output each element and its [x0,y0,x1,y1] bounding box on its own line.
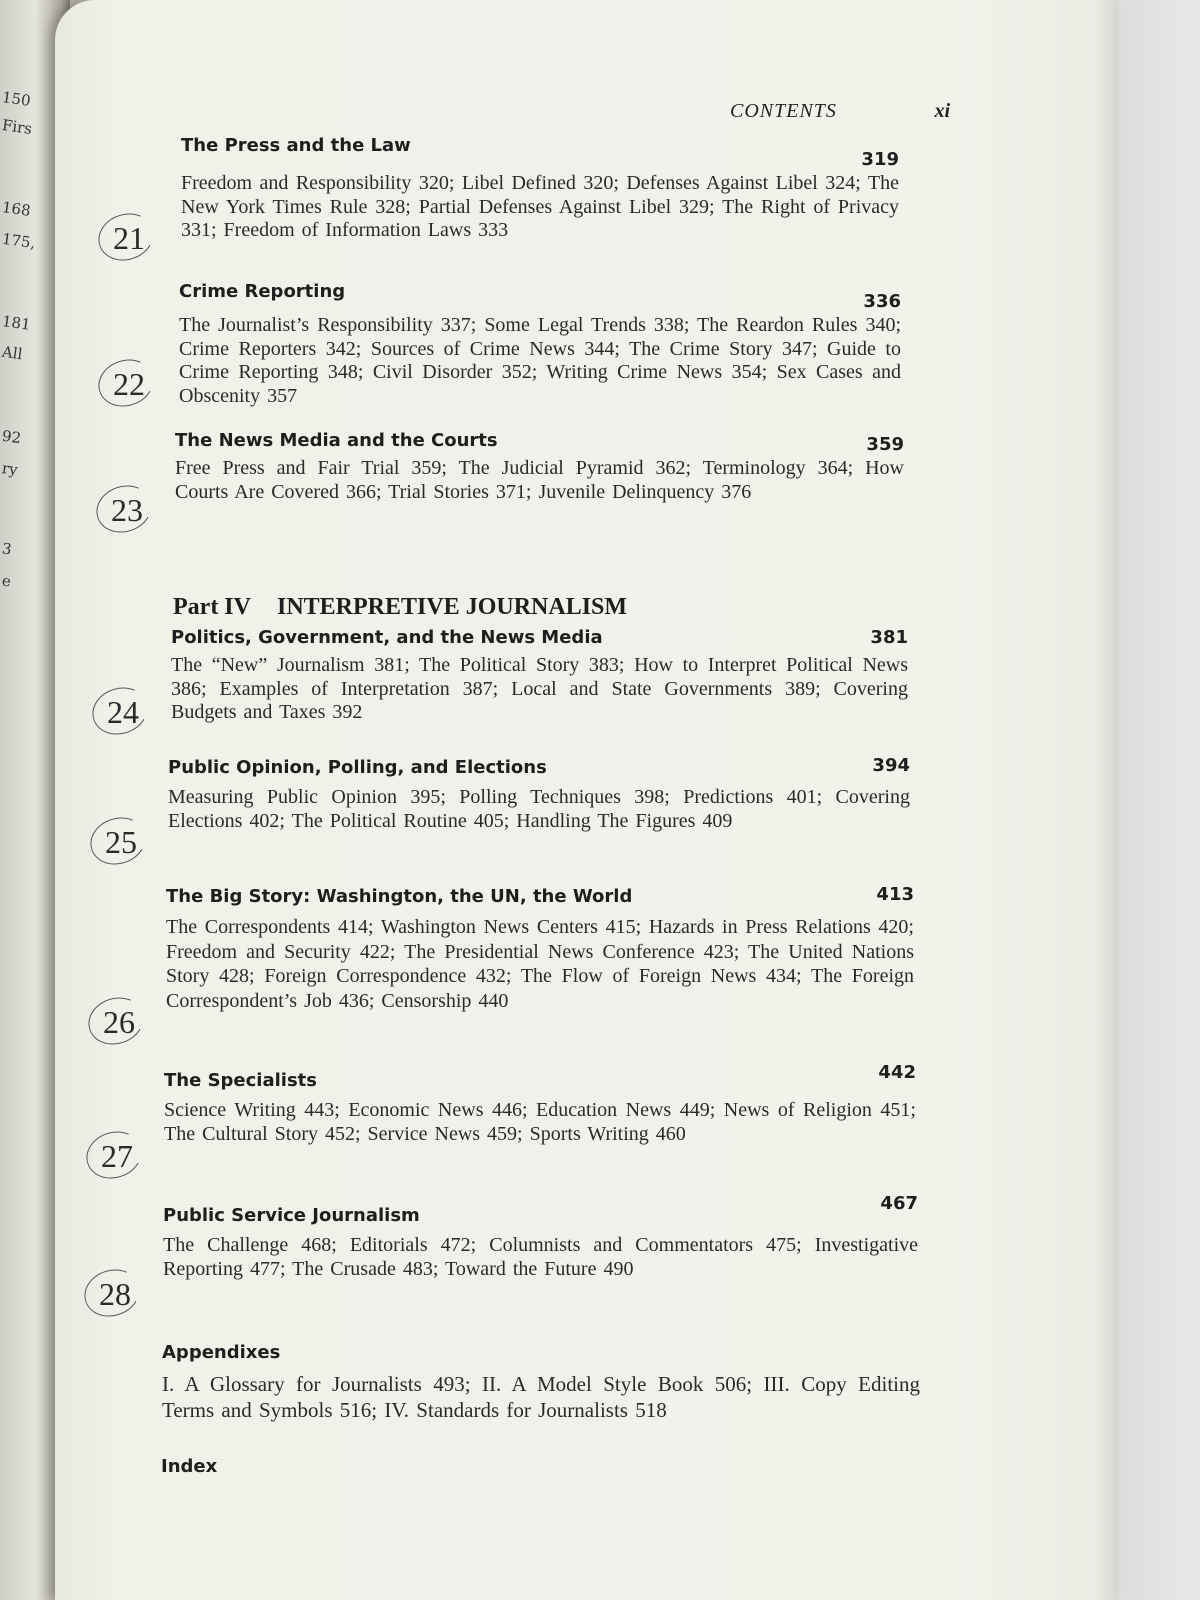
toc-section [164,1062,916,1146]
margin-fragment: 175, [0,229,37,253]
margin-fragment: All [0,342,24,364]
margin-fragment: 3 [0,539,13,559]
chapter-number: 23 [92,482,162,538]
margin-fragment: 92 [0,426,23,448]
section-title: Crime Reporting [179,281,346,302]
margin-fragment: e [0,571,13,591]
margin-fragment: Firs [0,115,34,139]
chapter-number: 22 [94,356,164,412]
section-page-number: 413 [876,884,914,905]
section-topics: I. A Glossary for Journalists 493; II. A Model Style Book 506; III. Copy Editing Terms and Symbols 516; IV. Standards for Journalists 518 [162,1372,920,1422]
chapter-number: 25 [86,814,156,870]
section-title: The Big Story: Washington, the UN, the World [166,886,633,907]
part-label: Part IV [173,594,251,620]
part-title: INTERPRETIVE JOURNALISM [276,594,628,620]
section-page-number: 319 [861,149,899,170]
chapter-number: 24 [88,684,158,740]
toc-section-index [161,1456,461,1477]
section-topics: The Challenge 468; Editorials 472; Columnists and Commentators 475; Investigative Reporting 477; The Crusade 483; Toward the Future 490 [163,1234,918,1280]
toc-section [175,430,904,504]
section-page-number: 467 [880,1193,918,1214]
section-topics: Freedom and Responsibility 320; Libel Defined 320; Defenses Against Libel 324; The New York Times Rule 328; Partial Defenses Against Libel 329; The Right of Privacy 331; Freedom of Information Laws 333 [181,172,899,241]
margin-fragment: 181 [0,312,32,334]
section-title: Appendixes [162,1342,281,1363]
section-title: Index [161,1456,218,1477]
chapter-number: 26 [84,994,154,1050]
margin-fragment: ry [0,458,19,480]
section-title: The Specialists [164,1070,317,1091]
section-topics: Science Writing 443; Economic News 446; Education News 449; News of Religion 451; The Cultural Story 452; Service News 459; Sports Writing 460 [164,1099,916,1145]
toc-section-appendixes [162,1342,920,1423]
section-title: The Press and the Law [181,135,411,156]
section-page-number: 336 [863,291,901,312]
toc-section [181,135,899,243]
header-page-number: xi [934,100,950,122]
toc-section [168,757,910,833]
part-heading [173,594,627,621]
chapter-number: 27 [82,1128,152,1184]
section-topics: The “New” Journalism 381; The Political Story 383; How to Interpret Political News 386; Examples of Interpretation 387; Local and State Governments 389; Covering Budgets and Taxes 392 [171,654,908,723]
section-title: Politics, Government, and the News Media [171,627,603,648]
chapter-number: 21 [94,210,164,266]
margin-fragment: 150 [0,88,32,110]
section-title: The News Media and the Courts [175,430,498,451]
section-topics: The Correspondents 414; Washington News Centers 415; Hazards in Press Relations 420; Freedom and Security 422; The Presidential News Conference 423; The United Nations Story 428; Foreign Correspondence 432; The Flow of Foreign News 434; The Foreign Correspondent’s Job 436; Censorship 440 [166,916,914,1012]
section-page-number: 381 [870,627,908,648]
chapter-number: 28 [80,1266,150,1322]
section-page-number: 359 [866,434,904,455]
section-page-number: 442 [878,1062,916,1083]
section-page-number: 394 [872,755,910,776]
section-title: Public Opinion, Polling, and Elections [168,757,547,778]
toc-section [179,281,901,408]
toc-section [171,627,908,725]
section-title: Public Service Journalism [163,1205,420,1226]
section-topics: Measuring Public Opinion 395; Polling Techniques 398; Predictions 401; Covering Elections 402; The Political Routine 405; Handling The Figures 409 [168,786,910,832]
section-topics: The Journalist’s Responsibility 337; Some Legal Trends 338; The Reardon Rules 340; Crime Reporters 342; Sources of Crime News 344; The Crime Story 347; Guide to Crime Reporting 348; Civil Disorder 352; Writing Crime News 354; Sex Cases and Obscenity 357 [179,314,901,407]
toc-section [166,886,914,1013]
section-topics: Free Press and Fair Trial 359; The Judicial Pyramid 362; Terminology 364; How Courts Are Covered 366; Trial Stories 371; Juvenile Delinquency 376 [175,457,904,503]
header-title: CONTENTS [730,100,837,122]
margin-fragment: 168 [0,198,32,220]
toc-section [163,1193,918,1281]
